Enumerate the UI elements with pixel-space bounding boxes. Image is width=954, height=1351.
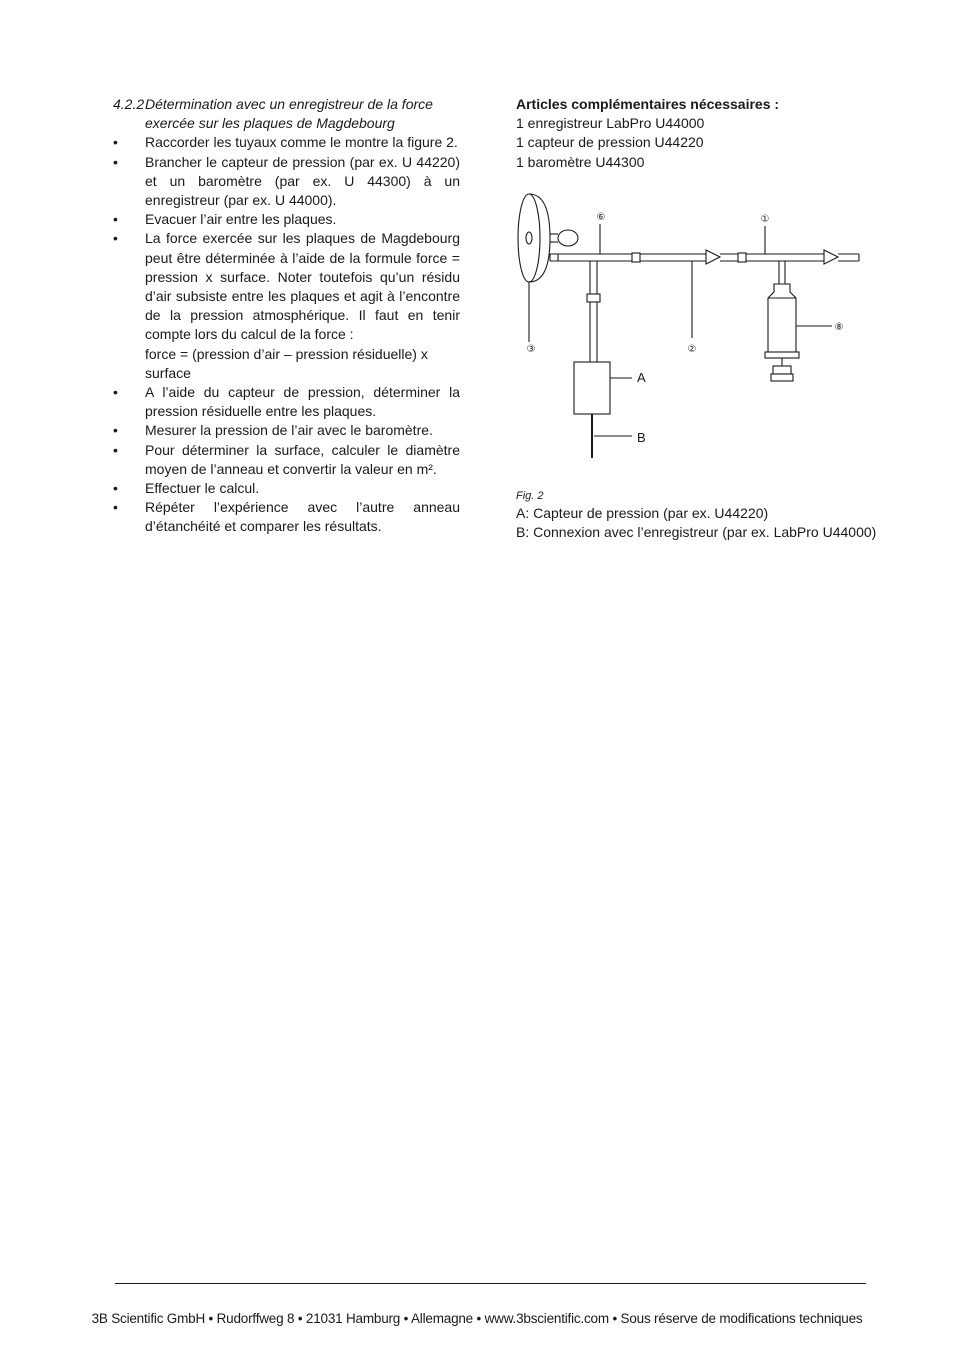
bullet-icon: •: [113, 384, 118, 401]
callout-3: ③: [526, 344, 536, 355]
legend-a: A: Capteur de pression (par ex. U44220): [516, 505, 769, 521]
callout-8: ⑧: [834, 322, 844, 333]
procedure-list: [113, 133, 460, 536]
list-item: [113, 153, 460, 211]
requirements-title: Articles complémentaires nécessaires :: [516, 96, 780, 112]
syringe-pump-icon: [765, 284, 799, 381]
step-text: Mesurer la pression de l’air avec le baromètre.: [145, 422, 433, 439]
requirement-item: 1 enregistreur LabPro U44000: [516, 115, 705, 132]
pressure-sensor-icon: [574, 362, 610, 414]
label-b: B: [637, 430, 646, 445]
figure-caption: [516, 488, 876, 542]
step-text: Raccorder les tuyaux comme le montre la figure 2.: [145, 134, 458, 151]
list-item: [113, 133, 460, 152]
left-column: [113, 95, 460, 537]
requirement-item: 1 capteur de pression U44220: [516, 134, 704, 151]
force-formula: force = (pression d’air – pression résiduelle) x surface: [145, 345, 428, 381]
magdeburg-plate-icon: [518, 194, 550, 342]
bullet-icon: •: [113, 422, 118, 439]
legend-b: B: Connexion avec l’enregistreur (par ex. LabPro U44000): [516, 524, 877, 541]
section-title-line2: exercée sur les plaques de Magdebourg: [145, 115, 395, 132]
list-item: [113, 421, 460, 440]
main-tube: [550, 250, 859, 264]
right-column: [516, 95, 876, 172]
bullet-icon: •: [113, 211, 118, 228]
bullet-icon: •: [113, 134, 118, 151]
section-number: 4.2.2: [113, 96, 145, 112]
step-text: Répéter l’expérience avec l’autre anneau d’étanchéité et comparer les résultats.: [145, 499, 460, 535]
callout-1: ①: [760, 214, 770, 225]
list-item: [113, 383, 460, 421]
step-text: Evacuer l’air entre les plaques.: [145, 211, 337, 228]
sensor-branch-tube: [587, 261, 600, 362]
bullet-icon: •: [113, 480, 118, 497]
setup-diagram-svg: [516, 188, 866, 463]
label-a: A: [637, 370, 646, 385]
setup-diagram: [516, 188, 866, 463]
callout-6: ⑥: [596, 212, 606, 223]
step-text: A l’aide du capteur de pression, déterminer la pression résiduelle entre les plaques.: [145, 384, 460, 420]
step-text: Effectuer le calcul.: [145, 480, 260, 497]
requirement-item: 1 baromètre U44300: [516, 153, 645, 170]
list-item: [113, 441, 460, 479]
figure-number: Fig. 2: [516, 490, 544, 502]
step-text: La force exercée sur les plaques de Magdebourg peut être déterminée à l’aide de la formule force = pression x surface. Noter toutefois qu’un résidu d’air subsiste entre les plaques et agit à l’encontre de la pression atmosphérique. Il faut en tenir compte lors du calcul de la force :: [145, 230, 460, 343]
callout-2: ②: [687, 344, 697, 355]
bullet-icon: •: [113, 230, 118, 247]
step-text: Brancher le capteur de pression (par ex. U 44220) et un baromètre (par ex. U 44300) à un enregistreur (par ex. U 44000).: [145, 153, 460, 209]
list-item: [113, 479, 460, 498]
bullet-icon: •: [113, 441, 118, 458]
page-footer: 3B Scientific GmbH • Rudorffweg 8 • 21031 Hamburg • Allemagne • www.3bscientific.com • Sous réserve de modifications techniques: [91, 1311, 863, 1326]
step-text: Pour déterminer la surface, calculer le diamètre moyen de l’anneau et convertir la valeur en m².: [145, 441, 460, 477]
section-heading: [113, 95, 460, 133]
bullet-icon: •: [113, 499, 118, 516]
footer-divider: [115, 1283, 866, 1284]
section-title-line1: Détermination avec un enregistreur de la force: [145, 96, 433, 112]
list-item: [113, 229, 460, 383]
list-item: [113, 498, 460, 536]
syringe-branch-tube: [779, 261, 785, 284]
valve-knob-icon: [550, 230, 578, 246]
list-item: [113, 210, 460, 229]
bullet-icon: •: [113, 153, 118, 170]
